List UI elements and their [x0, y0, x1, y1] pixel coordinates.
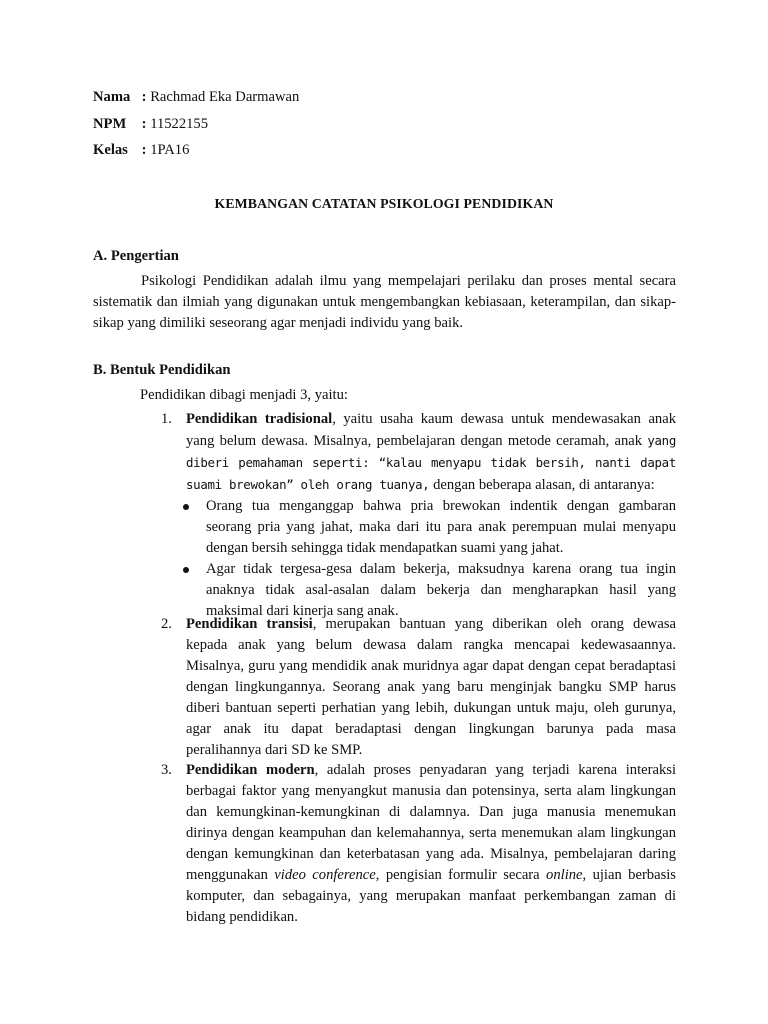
- kelas-separator: :: [141, 142, 147, 158]
- list-item-3-italic-online: online: [546, 867, 583, 883]
- list-item-3-term: Pendidikan modern: [186, 762, 315, 778]
- name-value: Rachmad Eka Darmawan: [150, 89, 300, 105]
- section-b-heading: B. Bentuk Pendidikan: [93, 362, 231, 378]
- list-item-1-term: Pendidikan tradisional: [186, 411, 333, 427]
- bullet-dot-icon: [183, 567, 189, 573]
- bullet-text: Orang tua menganggap bahwa pria brewokan indentik dengan gambaran seorang pria yang jahat, maka dari itu para anak perempuan mulai menyapu dengan bersih sehingga tidak mendapatkan suami yang jahat.: [206, 498, 676, 556]
- list-item-3-body: [186, 760, 676, 928]
- name-label: Nama: [93, 89, 131, 105]
- list-item-3-text-3: , ujian berbasis komputer, dan sebagainya, yang merupakan manfaat perkembangan zaman di bidang pendidikan.: [186, 867, 676, 925]
- bullet-text: Agar tidak tergesa-gesa dalam bekerja, maksudnya karena orang tua ingin anaknya tidak asal-asalan dalam bekerja dan mengharapkan hasil yang maksimal dari kinerja sang anak.: [206, 561, 676, 619]
- list-item-1-text: , yaitu usaha kaum dewasa untuk mendewasakan anak yang belum dewasa. Misalnya, pembelajaran dengan metode ceramah, anak: [186, 411, 676, 449]
- list-item-3-italic-video: video conference: [274, 867, 376, 883]
- list-item-2-number: 2.: [161, 616, 172, 632]
- npm-separator: :: [141, 116, 147, 132]
- name-row: [93, 87, 299, 108]
- list-item-1-text-after: dengan beberapa alasan, di antaranya:: [429, 477, 655, 493]
- section-b-intro: Pendidikan dibagi menjadi 3, yaitu:: [140, 387, 348, 403]
- kelas-value: 1PA16: [150, 142, 190, 158]
- npm-value: 11522155: [150, 116, 209, 132]
- list-item-3-number: 3.: [161, 762, 172, 778]
- section-a-paragraph: Psikologi Pendidikan adalah ilmu yang mempelajari perilaku dan proses mental secara sistematik dan ilmiah yang digunakan untuk mengembangkan kebiasaan, keterampilan, dan sikap-sikap yang dimiliki seseorang agar menjadi individu yang baik.: [93, 273, 676, 331]
- npm-row: [93, 114, 208, 135]
- list-item-2-body: [186, 614, 676, 761]
- bullet-dot-icon: [183, 504, 189, 510]
- section-a-heading: A. Pengertian: [93, 248, 179, 264]
- name-separator: :: [141, 89, 147, 105]
- list-item-1-bullets: [161, 496, 676, 622]
- bullet-item: [161, 559, 676, 622]
- document-title: KEMBANGAN CATATAN PSIKOLOGI PENDIDIKAN: [214, 196, 554, 211]
- list-item-1-body: [186, 409, 676, 496]
- list-item-1-number: 1.: [161, 411, 172, 427]
- list-item-3: [161, 760, 676, 928]
- list-item-3-text: , adalah proses penyadaran yang terjadi karena interaksi berbagai faktor yang menyangkut manusia dan potensinya, serta alam lingkungan dan kemungkinan-kemungkinan di dalamnya. Dan juga manusia menemukan dirinya dengan keampuhan dan kelemahannya, serta menemukan alam lingkungan dengan kemungkinan dan keterbatasan yang ada. Misalnya, pembelajaran daring menggunakan: [186, 762, 677, 883]
- list-item-2-term: Pendidikan transisi: [186, 616, 313, 632]
- list-item-2-text: , merupakan bantuan yang diberikan oleh orang dewasa kepada anak yang belum dewasa dalam rangka mencapai kedewasaannya. Misalnya, guru yang mendidik anak muridnya agar dapat dengan cepat beradaptasi dengan lingkungannya. Seorang anak yang baru menginjak bangku SMP harus diberi bantuan seperti perhatian yang lebih, dukungan untuk maju, oleh gurunya, agar anak itu dapat beradaptasi dengan lingkungan barunya pada masa peralihannya dari SD ke SMP.: [186, 616, 676, 758]
- list-item-3-text-2: , pengisian formulir secara: [375, 867, 547, 883]
- kelas-label: Kelas: [93, 142, 128, 158]
- list-item-2: [161, 614, 676, 761]
- bullet-item: [161, 496, 676, 559]
- npm-label: NPM: [93, 116, 127, 132]
- list-item-1: [161, 409, 676, 622]
- list-item-1-quote: yang diberi pemahaman seperti: “kalau menyapu tidak bersih, nanti dapat suami brewokan” oleh orang tuanya,: [186, 433, 676, 492]
- kelas-row: [93, 140, 189, 161]
